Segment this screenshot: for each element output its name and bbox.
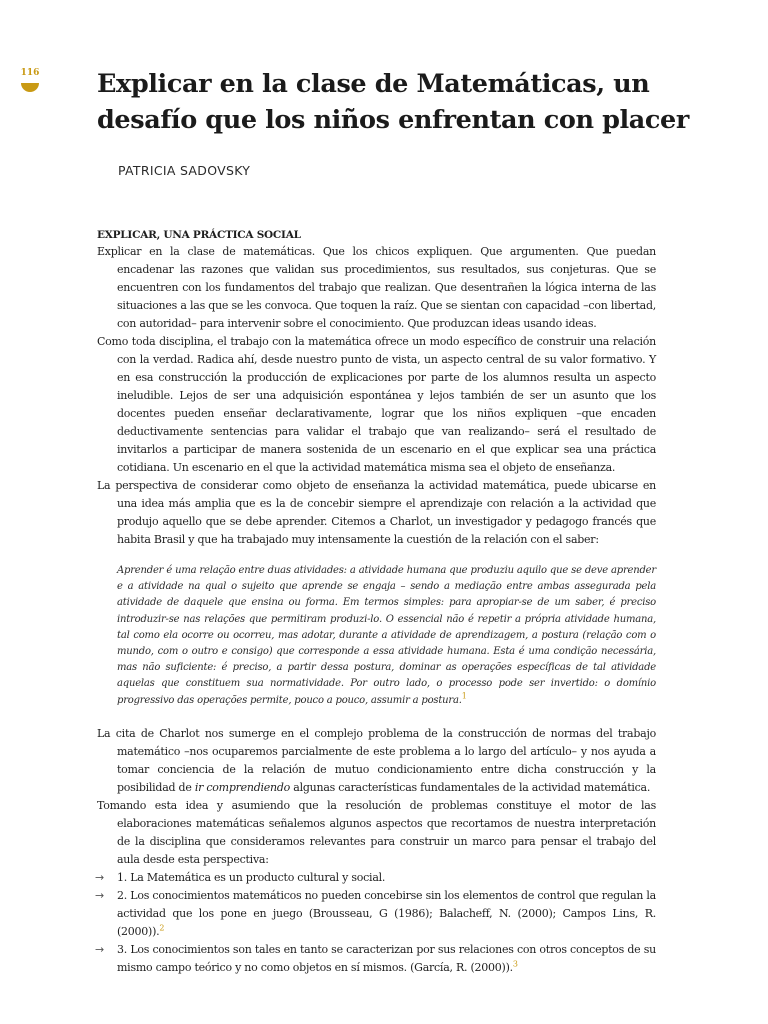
quote-text: Aprender é uma relação entre duas atividades: a atividade humana que produziu aquilo que se deve aprender e a atividade na qual o sujeito que aprende se engaja – sendo a mediação entre ambas assegurada pela atividade de daquele que ensina ou forma. Em termos simples: para apropiar-se de um saber, é preciso introduzir-se nas relações que permitiram produzi-lo. O essencial não é repetir a própria atividade humana, tal como ela ocorre ou ocorreu, mas adotar, durante a atividade de aprendizagem, a postura (relação com o mundo, com o outro e consigo) que corresponde a essa atividade humana. Esta é uma condição necessária, mas não suficiente: é preciso, a partir dessa postura, dominar as operações específicas de tal atividade aquelas que constituem sua normatividade. Por outro lado, o processo pode ser invertido: o domínio progressivo das operações permite, pouco a pouco, assumir a postura. [117,565,656,706]
footnote-ref[interactable]: 1 [461,691,467,701]
paragraph [97,725,656,797]
arrow-icon: → [95,888,104,902]
arrow-icon: → [95,942,104,956]
paragraph-text: La cita de Charlot nos sumerge en el complejo problema de la construcción de normas del trabajo matemático –nos ocuparemos parcialmente de este problema a lo largo del artículo– y nos ayuda a tomar conciencia de la relación de mutuo condicionamiento entre dicha construcción y la posibilidad de [97,726,656,794]
block-quote [117,563,656,709]
list-item [97,869,656,887]
paragraph: Explicar en la clase de matemáticas. Que los chicos expliquen. Que argumenten. Que puedan encadenar las razones que validan sus procedimientos, sus resultados, sus conjeturas. Que se encuentren con los fundamentos del trabajo que realizan. Que desentrañen la lógica interna de las situaciones a las que se les convoca. Que toquen la raíz. Que se sientan con capacidad –con libertad, con autoridad– para intervenir sobre el conocimiento. Que produzcan ideas usando ideas. [97,245,656,330]
list-item-text: 3. Los conocimientos son tales en tanto se caracterizan por sus relaciones con otros conceptos de su mismo campo teórico y no como objetos en sí mismos. (García, R. (2000)). [117,942,656,974]
section-heading: EXPLICAR, UNA PRÁCTICA SOCIAL [97,229,301,241]
list-item-text: 1. La Matemática es un producto cultural y social. [117,870,386,884]
footnote-ref[interactable]: 3 [512,959,518,969]
arrow-icon: → [95,870,104,884]
article-title: Explicar en la clase de Matemáticas, un desafío que los niños enfrentan con placer [97,69,689,135]
emphasis-text: ir comprendiendo [194,780,291,794]
paragraph: Como toda disciplina, el trabajo con la matemática ofrece un modo específico de construir una relación con la verdad. Radica ahí, desde nuestro punto de vista, un aspecto central de su valor formativo. Y en esa construcción la producción de explicaciones por parte de los alumnos resulta un aspecto ineludible. Lejos de ser una adquisición espontánea y lejos también de ser un asunto que los docentes pueden enseñar declarativamente, lograr que los niños expliquen –que encaden deductivamente sentencias para validar el trabajo que van realizando– será el resultado de invitarlos a participar de manera sostenida de un escenario en el que explicar sea una práctica cotidiana. Un escenario en el que la actividad matemática misma sea el objeto de enseñanza. [97,335,656,474]
list-item-text: 2. Los conocimientos matemáticos no pueden concebirse sin los elementos de control que regulan la actividad que los pone en juego (Brousseau, G (1986); Balacheff, N. (2000); Campos Lins, R. (2000)). [117,888,656,938]
list-item [97,887,656,941]
paragraph: La perspectiva de considerar como objeto de enseñanza la actividad matemática, puede ubicarse en una idea más amplia que es la de concebir siempre el aprendizaje con relación a la actividad que produjo aquello que se debe aprender. Citemos a Charlot, un investigador y pedagogo francés que habita Brasil y que ha trabajado muy intensamente la cuestión de la relación con el saber: [97,479,656,546]
page-number: 116 [20,68,40,78]
footnote-ref[interactable]: 2 [159,923,165,933]
author-name: PATRICIA SADOVSKY [118,163,251,178]
paragraph-text: algunas características fundamentales de la actividad matemática. [290,780,651,794]
page-marker-shape [21,83,39,92]
article-body [97,227,656,977]
list-item [97,941,656,977]
paragraph: Tomando esta idea y asumiendo que la resolución de problemas constituye el motor de las elaboraciones matemáticas señalemos algunos aspectos que recortamos de nuestra interpretación de la disciplina que consideramos relevantes para construir un marco para pensar el trabajo del aula desde esta perspectiva: [97,798,656,866]
